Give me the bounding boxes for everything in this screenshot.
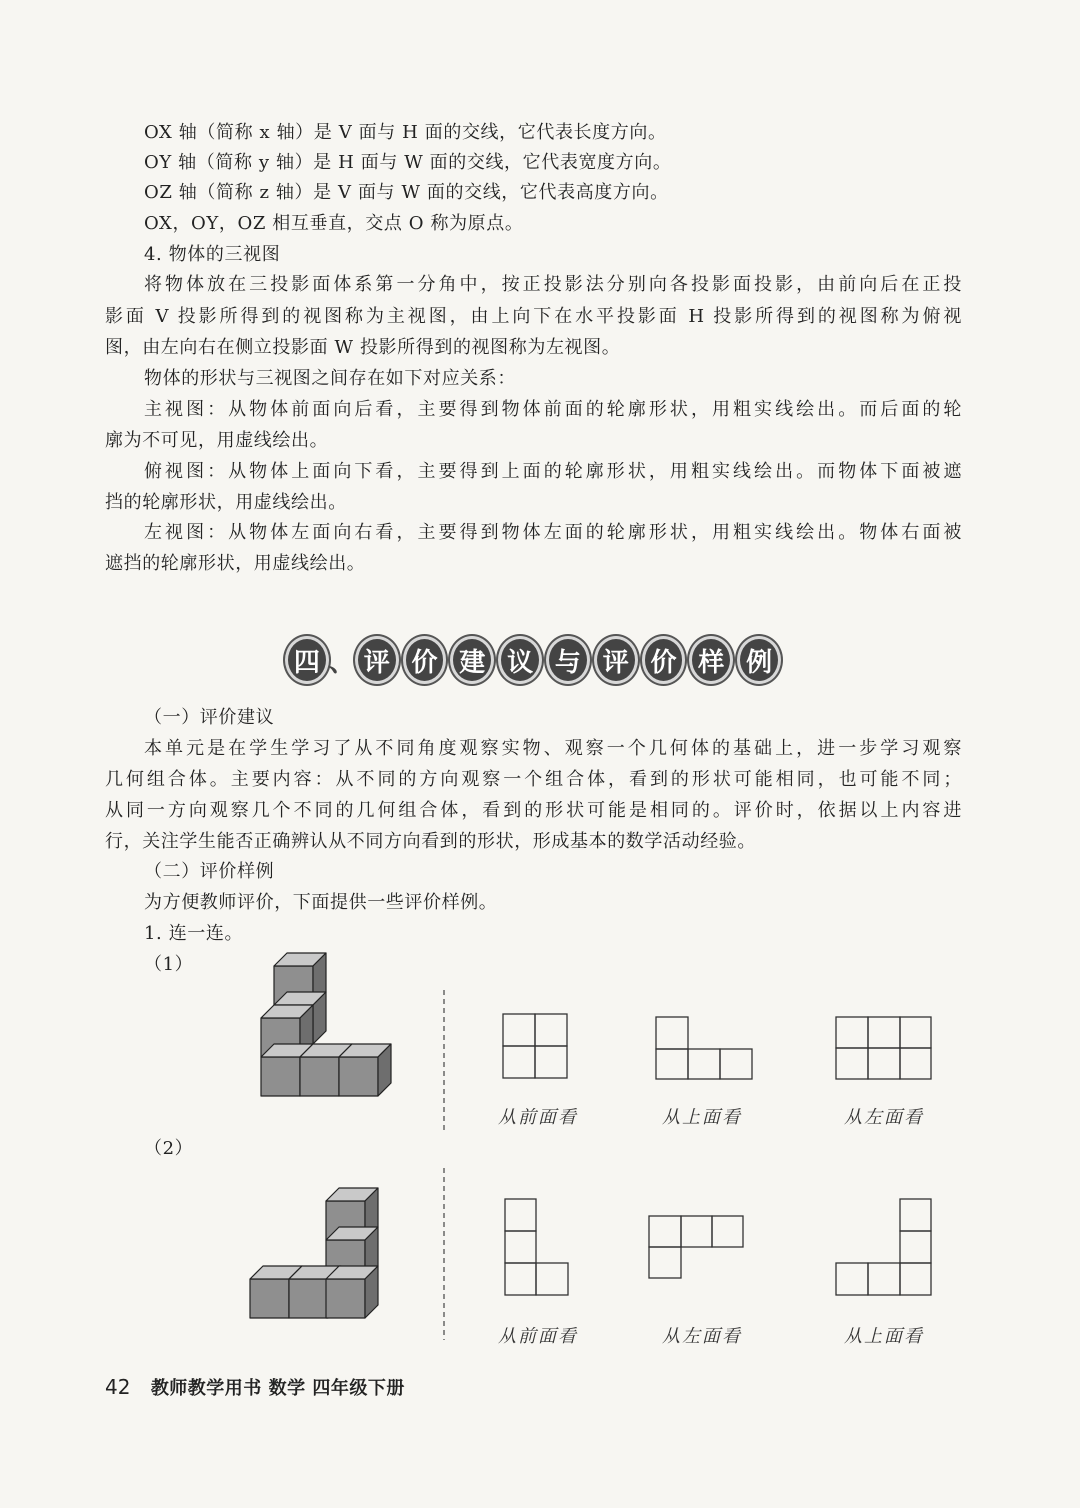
text-line: 从同一方向观察几个不同的几何组合体，看到的形状可能是相同的。评价时，依据以上内容进 <box>105 800 962 821</box>
caption: 从上面看 <box>844 1326 924 1347</box>
text-line: 本单元是在学生学习了从不同角度观察实物、观察一个几何体的基础上，进一步学习观察 <box>144 738 962 759</box>
heading-char: 评 <box>594 636 638 684</box>
view-grid-top-1 <box>656 1017 752 1079</box>
subheading: 4. 物体的三视图 <box>144 244 281 265</box>
view-grid-front-2 <box>505 1199 568 1295</box>
text-line: 1. 连一连。 <box>144 923 244 944</box>
cube-face <box>261 1057 300 1096</box>
heading-char: 与 <box>546 636 590 684</box>
cube-face <box>326 1279 365 1318</box>
text-line: 为方便教师评价，下面提供一些评价样例。 <box>144 892 498 913</box>
text-line: OX，OY，OZ 相互垂直，交点 O 称为原点。 <box>144 213 524 234</box>
text-line: 挡的轮廓形状，用虚线绘出。 <box>105 492 347 513</box>
view-grid-top-2 <box>836 1199 931 1295</box>
cube-face <box>289 1279 328 1318</box>
cube-face <box>300 1057 339 1096</box>
heading-char: 评 <box>355 636 399 684</box>
caption: 从前面看 <box>498 1326 578 1347</box>
subheading: （二）评价样例 <box>144 861 275 882</box>
heading-char: 样 <box>689 636 733 684</box>
text-line: 物体的形状与三视图之间存在如下对应关系： <box>144 368 516 389</box>
caption: 从前面看 <box>498 1107 578 1128</box>
text-line: OX 轴（简称 x 轴）是 V 面与 H 面的交线，它代表长度方向。 <box>144 122 667 143</box>
cube-face <box>250 1279 289 1318</box>
text-line: 图，由左向右在侧立投影面 W 投影所得到的视图称为左视图。 <box>105 337 621 358</box>
view-grid-left-2 <box>649 1216 743 1278</box>
heading-char: 例 <box>737 636 781 684</box>
heading-char: 四 <box>285 636 329 684</box>
caption: 从左面看 <box>662 1326 742 1347</box>
heading-char: 建 <box>450 636 494 684</box>
text-line: 将物体放在三投影面体系第一分角中，按正投影法分别向各投影面投影，由前向后在正投 <box>144 274 962 295</box>
text-line: OZ 轴（简称 z 轴）是 V 面与 W 面的交线，它代表高度方向。 <box>144 182 669 203</box>
subheading: （一）评价建议 <box>144 707 275 728</box>
page-footer <box>105 1374 405 1400</box>
heading-char: 价 <box>403 636 447 684</box>
exercise-label: （2） <box>144 1138 194 1159</box>
text-line: 行，关注学生能否正确辨认从不同方向看到的形状，形成基本的数学活动经验。 <box>105 831 756 852</box>
text-line: 主视图：从物体前面向后看，主要得到物体前面的轮廓形状，用粗实线绘出。而后面的轮 <box>144 399 962 420</box>
caption: 从上面看 <box>662 1107 742 1128</box>
text-line: 左视图：从物体左面向右看，主要得到物体左面的轮廓形状，用粗实线绘出。物体右面被 <box>144 522 962 543</box>
text-line: 几何组合体。主要内容：从不同的方向观察一个组合体，看到的形状可能相同，也可能不同； <box>105 769 962 790</box>
text-line: 影面 V 投影所得到的视图称为主视图，由上向下在水平投影面 H 投影所得到的视图称为俯视 <box>105 306 962 327</box>
book-title: 教师教学用书 数学 四年级下册 <box>150 1378 405 1399</box>
text-line: 俯视图：从物体上面向下看，主要得到上面的轮廓形状，用粗实线绘出。而物体下面被遮 <box>144 461 962 482</box>
cube-face <box>339 1057 378 1096</box>
heading-char: 议 <box>498 636 542 684</box>
text-line: 遮挡的轮廓形状，用虚线绘出。 <box>105 553 366 574</box>
view-grid-left-1 <box>836 1017 931 1079</box>
cube-solid-1 <box>261 953 391 1096</box>
text-line: 廓为不可见，用虚线绘出。 <box>105 430 329 451</box>
text-line: OY 轴（简称 y 轴）是 H 面与 W 面的交线，它代表宽度方向。 <box>144 152 672 173</box>
caption: 从左面看 <box>844 1107 924 1128</box>
view-grid-front-1 <box>503 1014 567 1078</box>
heading-char: 价 <box>642 636 686 684</box>
cube-solid-2 <box>250 1188 378 1318</box>
page-number: 42 <box>105 1375 131 1399</box>
heading-char: 、 <box>328 647 355 678</box>
exercise-label: （1） <box>144 954 194 975</box>
